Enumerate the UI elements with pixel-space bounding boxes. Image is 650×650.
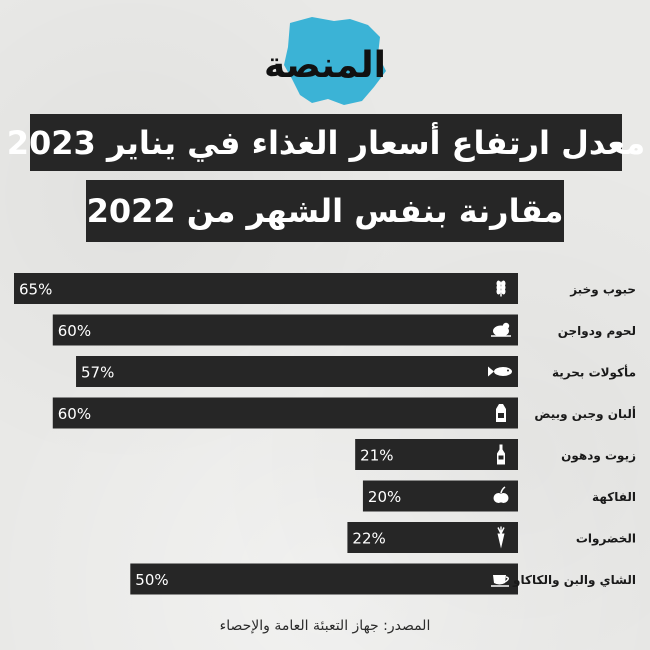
bar	[76, 356, 518, 387]
category-label: مأكولات بحرية	[551, 365, 636, 380]
chart-title-text: معدل ارتفاع أسعار الغذاء في يناير 2023	[6, 123, 646, 162]
category-label: حبوب وخبز	[570, 282, 636, 297]
data-label: 22%	[352, 529, 386, 548]
bar-chart	[0, 265, 650, 605]
source-note: المصدر: جهاز التعبئة العامة والإحصاء	[219, 618, 431, 634]
chart-subtitle-text: مقارنة بنفس الشهر من 2022	[86, 192, 564, 230]
logo	[250, 15, 400, 107]
data-label: 20%	[367, 488, 402, 506]
data-label: 50%	[135, 571, 169, 589]
chart-subtitle	[86, 180, 564, 242]
category-label: الخضروات	[575, 531, 636, 546]
data-label: 60%	[57, 322, 92, 340]
milk-carton-icon	[496, 404, 506, 422]
data-label: 60%	[57, 405, 92, 423]
data-label: 57%	[81, 363, 115, 382]
bar	[14, 273, 518, 304]
chart-title	[6, 114, 646, 171]
data-label: 65%	[19, 280, 53, 299]
bar	[130, 564, 518, 595]
category-label: الشاي والبن والكاكاو	[513, 573, 636, 587]
category-label: لحوم ودواجن	[557, 324, 636, 338]
wheat-icon	[497, 281, 506, 297]
bar	[53, 315, 518, 346]
bar	[53, 398, 518, 429]
category-label: الفاكهة	[592, 490, 636, 504]
data-label: 21%	[360, 446, 394, 465]
category-label: ألبان وجبن وبيض	[534, 407, 636, 421]
logo-text: المنصة	[264, 45, 386, 86]
category-label: زيوت ودهون	[561, 448, 636, 463]
